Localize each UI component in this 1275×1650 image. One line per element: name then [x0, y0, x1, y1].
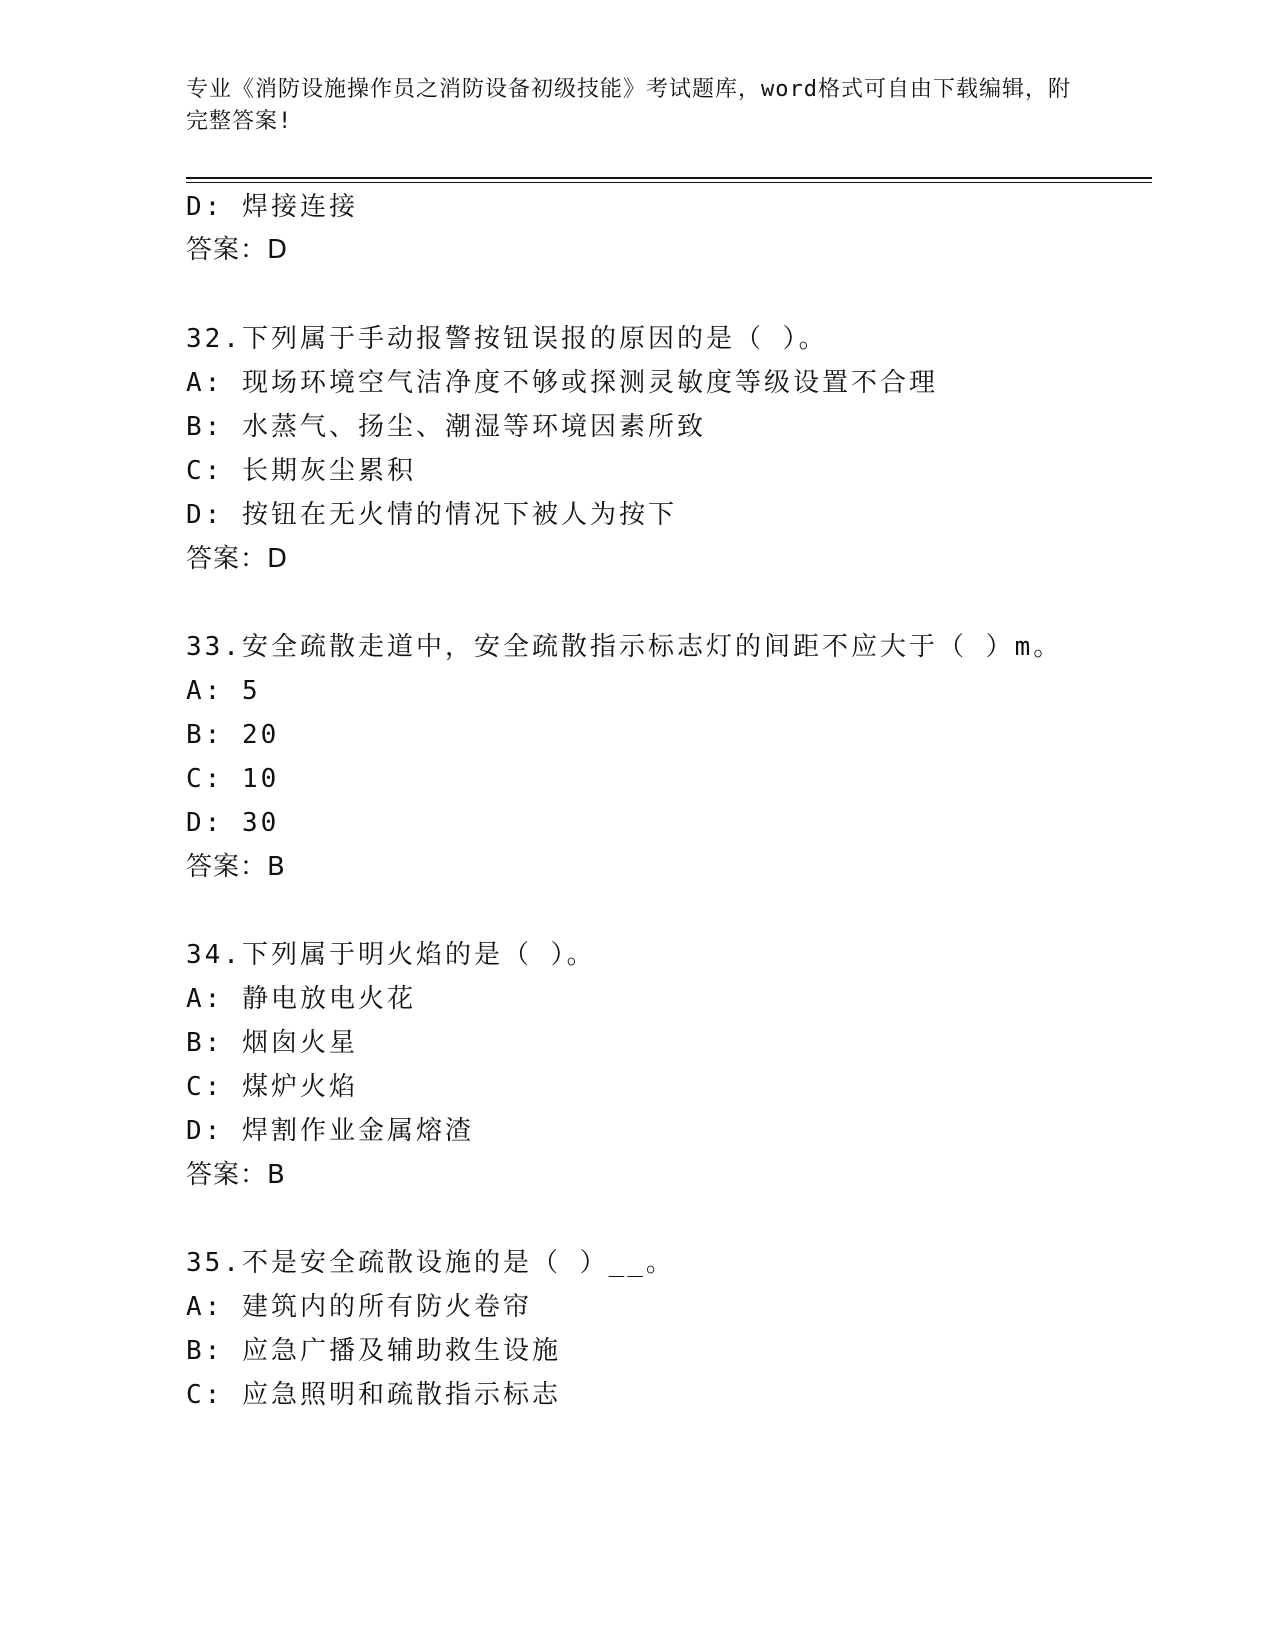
- page-header: 专业《消防设施操作员之消防设备初级技能》考试题库，word格式可自由下载编辑，附完整答案!: [186, 77, 1071, 134]
- option-b: B: 烟囱火星: [186, 1028, 358, 1058]
- option-d: D: 焊接连接: [186, 192, 358, 222]
- option-b: B: 水蒸气、扬尘、潮湿等环境因素所致: [186, 412, 706, 442]
- option-a: A: 现场环境空气洁净度不够或探测灵敏度等级设置不合理: [186, 368, 938, 398]
- option-c: C: 长期灰尘累积: [186, 456, 416, 486]
- answer: 答案：B: [186, 1160, 286, 1190]
- question-stem: 33.安全疏散走道中，安全疏散指示标志灯的间距不应大于（ ）m。: [186, 632, 1063, 662]
- question-stem: 34.下列属于明火焰的是（ ）。: [186, 940, 596, 970]
- option-b: B: 应急广播及辅助救生设施: [186, 1336, 561, 1366]
- header-divider-thin: [186, 182, 1152, 183]
- option-d: D: 焊割作业金属熔渣: [186, 1116, 474, 1146]
- option-d: D: 按钮在无火情的情况下被人为按下: [186, 500, 677, 530]
- header-divider-thick: [186, 177, 1152, 179]
- option-a: A: 静电放电火花: [186, 984, 416, 1014]
- option-b: B: 20: [186, 720, 280, 750]
- answer: 答案：B: [186, 852, 286, 882]
- option-c: C: 应急照明和疏散指示标志: [186, 1380, 561, 1410]
- option-a: A: 建筑内的所有防火卷帘: [186, 1292, 532, 1322]
- option-d: D: 30: [186, 808, 280, 838]
- option-c: C: 10: [186, 764, 280, 794]
- option-c: C: 煤炉火焰: [186, 1072, 358, 1102]
- answer: 答案：D: [186, 544, 289, 574]
- question-stem: 35.不是安全疏散设施的是（ ）__。: [186, 1248, 675, 1278]
- option-a: A: 5: [186, 676, 261, 706]
- question-stem: 32.下列属于手动报警按钮误报的原因的是（ ）。: [186, 324, 828, 354]
- answer: 答案：D: [186, 235, 289, 265]
